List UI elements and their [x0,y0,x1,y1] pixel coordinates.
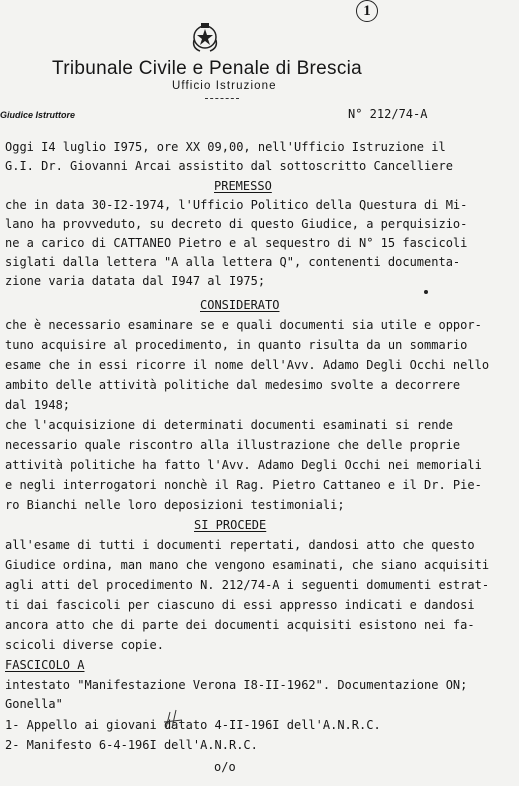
judge-label: Giudice Istruttore [0,110,76,120]
si-procede-heading: SI PROCEDE [194,518,267,532]
si-procede-line: scicoli diverse copie. [5,638,164,652]
considerato-line: e negli interrogatori nonchè il Rag. Pietro Cattaneo e il Dr. Pie- [5,478,482,492]
office-divider [205,98,239,99]
considerato-line: che l'acquisizione di determinati documenti esaminati si rende [5,418,453,432]
page-number: 1 [356,0,378,22]
italian-republic-emblem-icon [188,20,222,54]
considerato-line: dal 1948; [5,398,71,412]
premesso-line: zione varia datata dal I947 al I975; [5,274,266,288]
considerato-heading: CONSIDERATO [200,298,280,312]
fascicolo-line: intestato "Manifestazione Verona I8-II-1962". Documentazione ON; [5,678,468,692]
si-procede-line: agli atti del procedimento N. 212/74-A i seguenti domumenti estrat- [5,578,490,592]
intro-line: G.I. Dr. Giovanni Arcai assistito dal sottoscritto Cancelliere [5,159,453,173]
fascicolo-line: 2- Manifesto 6-4-196I dell'A.N.R.C. [5,738,258,752]
considerato-line: che è necessario esaminare se e quali documenti sia utile e oppor- [5,318,482,332]
protocol-number: N° 212/74-A [348,107,428,121]
si-procede-line: ancora atto che di parte dei documenti acquisiti esistono nei fa- [5,618,475,632]
premesso-heading: PREMESSO [214,179,272,193]
si-procede-line: ti dai fascicoli per ciascuno di essi appresso indicati e dandosi [5,598,475,612]
si-procede-line: all'esame di tutti i documenti repertati, dandosi atto che questo [5,538,475,552]
considerato-line: tuno acquisire al procedimento, in quanto risulta da un sommario [5,338,468,352]
premesso-line: lano ha provveduto, su decreto di questo Giudice, a perquisizio- [5,217,468,231]
si-procede-line: Giudice ordina, man mano che vengono esaminati, che siano acquisiti [5,558,490,572]
fascicolo-heading: FASCICOLO A [5,658,85,672]
considerato-line: ambito delle attività politiche dal medesimo svolte a decorrere [5,378,461,392]
handwritten-mark-icon [160,708,190,730]
continuation-mark: o/o [214,760,236,774]
considerato-line: necessario quale riscontro alla illustrazione che delle proprie [5,438,461,452]
office-name: Ufficio Istruzione [172,80,277,92]
considerato-line: esame che in essi ricorre il nome dell'Avv. Adamo Degli Occhi nello [5,358,490,372]
premesso-line: siglati dalla lettera "A alla lettera Q", contenenti documenta- [5,255,461,269]
fascicolo-line: 1- Appello ai giovani datato 4-II-196I dell'A.N.R.C. [5,718,381,732]
intro-line: Oggi I4 luglio I975, ore XX 09,00, nell'Ufficio Istruzione il [5,140,446,154]
considerato-line: attività politiche ha fatto l'Avv. Adamo Degli Occhi nei memoriali [5,458,482,472]
court-name: Tribunale Civile e Penale di Brescia [52,58,363,79]
ink-dot [424,290,428,294]
premesso-line: che in data 30-I2-1974, l'Ufficio Politico della Questura di Mi- [5,198,468,212]
premesso-line: ne a carico di CATTANEO Pietro e al sequestro di N° 15 fascicoli [5,236,468,250]
considerato-line: ro Bianchi nelle loro deposizioni testimoniali; [5,498,345,512]
fascicolo-line: Gonella" [5,697,63,711]
